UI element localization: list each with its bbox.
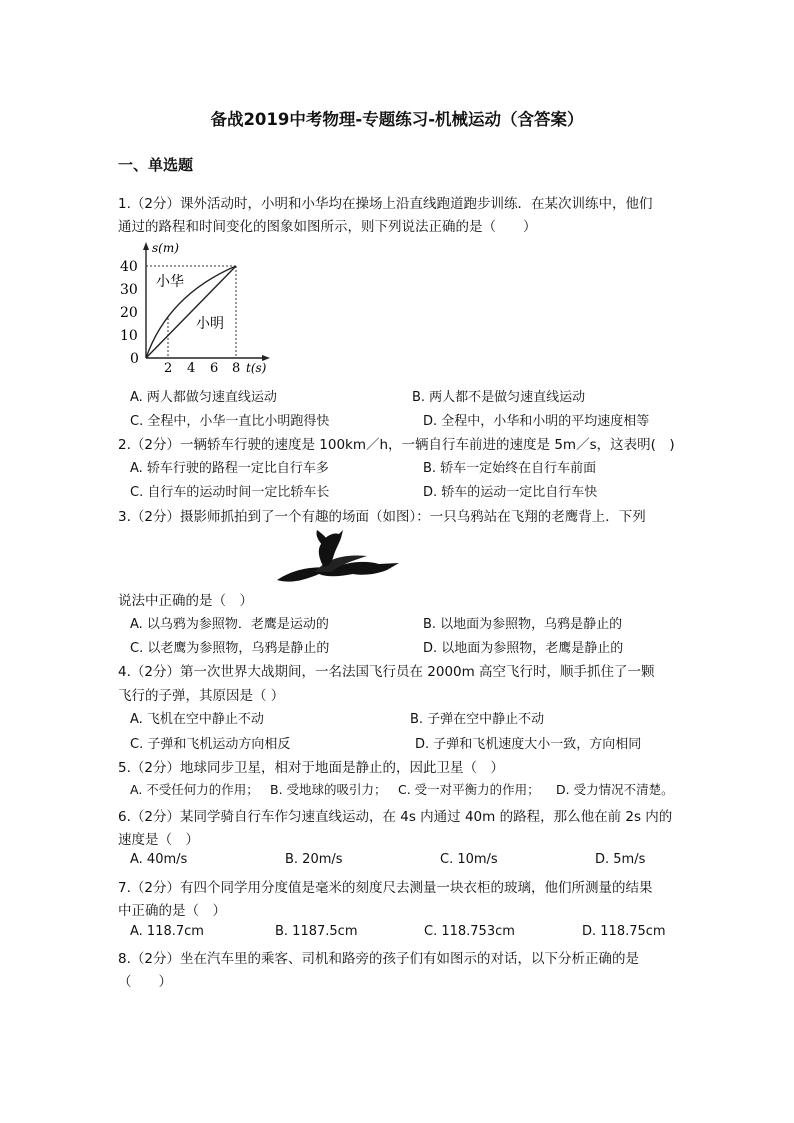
q2-option-c: C. 自行车的运动时间一定比轿车长 bbox=[130, 485, 330, 500]
q3-option-b: B. 以地面为参照物，乌鸦是静止的 bbox=[423, 617, 623, 632]
y-tick-label: 0 bbox=[130, 351, 139, 367]
series-label-xiaoming: 小明 bbox=[196, 316, 224, 332]
question-4-line-2: 飞行的子弹，其原因是（ ） bbox=[118, 688, 285, 704]
q5-option-a: A. 不受任何力的作用； bbox=[130, 782, 259, 797]
q6-option-c: C. 10m/s bbox=[440, 852, 498, 867]
question-6-line-2: 速度是（ ） bbox=[118, 832, 199, 848]
q7-option-d: D. 118.75cm bbox=[582, 924, 666, 939]
y-tick-label: 40 bbox=[120, 259, 138, 275]
q4-option-c: C. 子弹和飞机运动方向相反 bbox=[130, 737, 291, 752]
question-5-line-1: 5.（2分）地球同步卫星，相对于地面是静止的，因此卫星（ ） bbox=[118, 760, 504, 776]
q1-option-d: D. 全程中，小华和小明的平均速度相等 bbox=[423, 414, 650, 429]
q2-option-b: B. 轿车一定始终在自行车前面 bbox=[423, 461, 597, 476]
q3-option-c: C. 以老鹰为参照物，乌鸦是静止的 bbox=[130, 641, 330, 656]
page-title: 备战2019中考物理-专题练习-机械运动（含答案） bbox=[210, 110, 584, 129]
q6-option-b: B. 20m/s bbox=[285, 852, 343, 867]
q4-option-d: D. 子弹和飞机速度大小一致，方向相同 bbox=[415, 737, 642, 752]
q5-option-d: D. 受力情况不清楚。 bbox=[556, 782, 674, 797]
y-tick-label: 30 bbox=[120, 282, 138, 298]
q5-option-c: C. 受一对平衡力的作用； bbox=[398, 782, 540, 797]
x-tick-label: 2 bbox=[164, 361, 173, 375]
question-8-line-1: 8.（2分）坐在汽车里的乘客、司机和路旁的孩子们有如图示的对话，以下分析正确的是 bbox=[118, 951, 639, 967]
section-heading: 一、单选题 bbox=[118, 156, 194, 174]
question-6-line-1: 6.（2分）某同学骑自行车作匀速直线运动，在 4s 内通过 40m 的路程，那么他在前 2s 内的 bbox=[118, 809, 673, 825]
question-2-line-1: 2.（2分）一辆轿车行驶的速度是 100km／h，一辆自行车前进的速度是 5m／s，这表明( ) bbox=[118, 437, 675, 453]
question-4-line-1: 4.（2分）第一次世界大战期间，一名法国飞行员在 2000m 高空飞行时，顺手抓住了一颗 bbox=[118, 664, 655, 680]
x-tick-label: 6 bbox=[210, 361, 219, 375]
question-1-line-2: 通过的路程和时间变化的图象如图所示，则下列说法正确的是（ ） bbox=[118, 219, 537, 235]
q1-option-a: A. 两人都做匀速直线运动 bbox=[130, 390, 277, 405]
series-label-xiaohua: 小华 bbox=[156, 274, 184, 290]
y-axis-arrow bbox=[143, 242, 149, 250]
q6-option-d: D. 5m/s bbox=[595, 852, 646, 867]
y-tick-label: 20 bbox=[120, 305, 138, 321]
q4-option-a: A. 飞机在空中静止不动 bbox=[130, 712, 264, 727]
q7-option-c: C. 118.753cm bbox=[424, 924, 515, 939]
question-8-line-2: （ ） bbox=[118, 974, 172, 990]
q3-option-d: D. 以地面为参照物，老鹰是静止的 bbox=[423, 641, 624, 656]
x-axis-label: t(s) bbox=[246, 361, 267, 375]
q6-option-a: A. 40m/s bbox=[130, 852, 188, 867]
question-7-line-2: 中正确的是（ ） bbox=[118, 903, 226, 919]
x-tick-label: 4 bbox=[187, 361, 196, 375]
y-axis-label: s(m) bbox=[152, 241, 179, 255]
q4-option-b: B. 子弹在空中静止不动 bbox=[410, 712, 545, 727]
q3-option-a: A. 以乌鸦为参照物．老鹰是运动的 bbox=[130, 617, 329, 632]
q1-option-b: B. 两人都不是做匀速直线运动 bbox=[412, 390, 586, 405]
question-3-line-2: 说法中正确的是（ ） bbox=[118, 593, 253, 609]
q7-option-a: A. 118.7cm bbox=[130, 924, 204, 939]
question-1-line-1: 1.（2分）课外活动时，小明和小华均在操场上沿直线跑道跑步训练．在某次训练中，他们 bbox=[118, 196, 653, 212]
x-tick-label: 8 bbox=[232, 361, 241, 375]
q7-option-b: B. 1187.5cm bbox=[275, 924, 358, 939]
eagle-and-crow-image bbox=[275, 528, 405, 588]
q1-option-c: C. 全程中，小华一直比小明跑得快 bbox=[130, 414, 330, 429]
y-tick-label: 10 bbox=[120, 328, 138, 344]
distance-time-graph bbox=[118, 240, 278, 375]
q5-option-b: B. 受地球的吸引力； bbox=[270, 782, 387, 797]
q2-option-d: D. 轿车的运动一定比自行车快 bbox=[423, 485, 598, 500]
question-3-line-1: 3.（2分）摄影师抓拍到了一个有趣的场面（如图）：一只乌鸦站在飞翔的老鹰背上．下列 bbox=[118, 509, 646, 525]
question-7-line-1: 7.（2分）有四个同学用分度值是毫米的刻度尺去测量一块衣柜的玻璃，他们所测量的结果 bbox=[118, 880, 653, 896]
q2-option-a: A. 轿车行驶的路程一定比自行车多 bbox=[130, 461, 329, 476]
